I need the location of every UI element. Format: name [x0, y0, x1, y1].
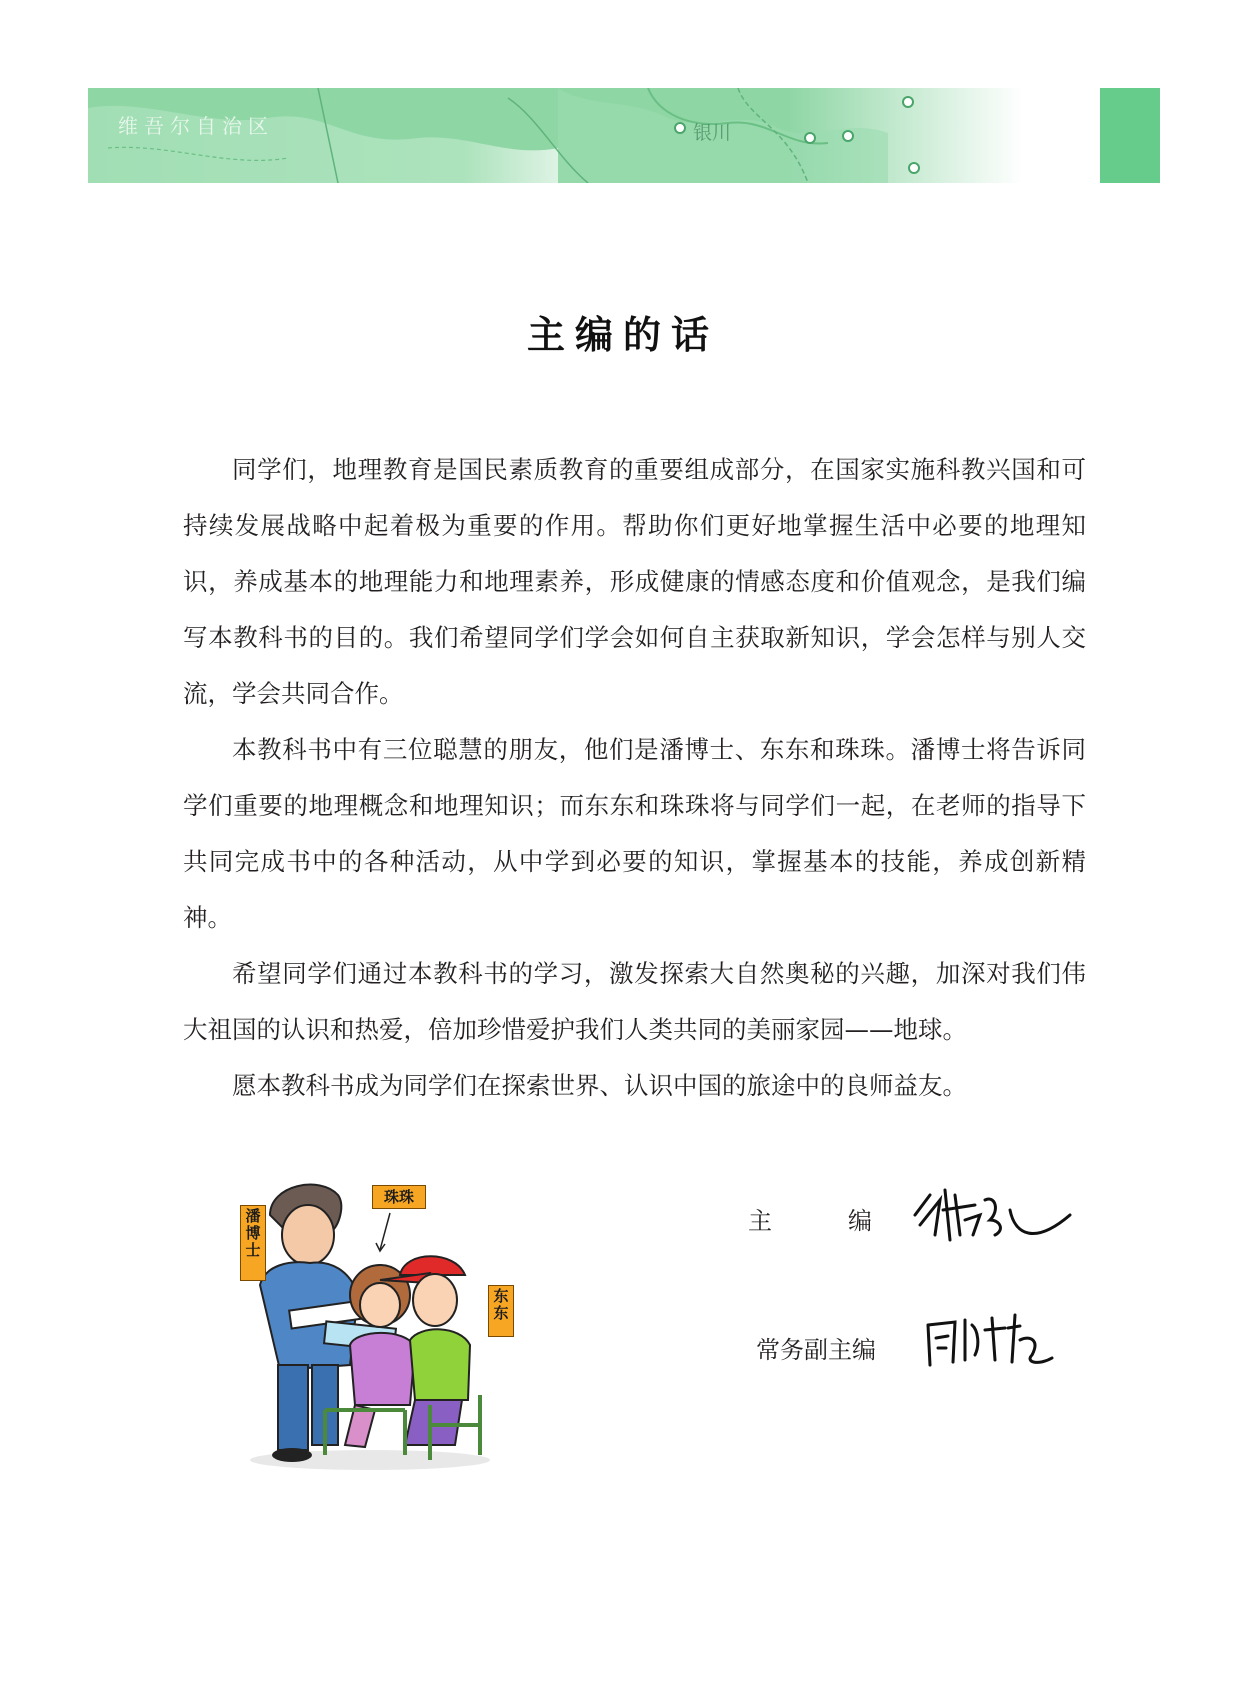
label-dongdong — [488, 1285, 514, 1337]
deputy-editor-label: 常务副主编 — [756, 1336, 876, 1364]
chief-editor-label-2: 编 — [848, 1207, 872, 1235]
paragraph-1: 同学们，地理教育是国民素质教育的重要组成部分，在国家实施科教兴国和可持续发展战略中起着极为重要的作用。帮助你们更好地掌握生活中必要的地理知识，养成基本的地理能力和地理素养，形成健康的情感态度和价值观念，是我们编写本教科书的目的。我们希望同学们学会如何自主获取新知识，学会怎样与别人交流，学会共同合作。 — [183, 455, 1086, 708]
map-banner — [88, 88, 1023, 183]
page-title: 主编的话 — [526, 312, 719, 357]
chief-editor-label-1: 主 — [748, 1207, 772, 1235]
label-zhuzhu: 珠珠 — [372, 1185, 426, 1209]
characters-illustration — [230, 1155, 509, 1475]
deputy-editor-signature — [920, 1300, 1060, 1380]
chief-editor-signature — [905, 1175, 1075, 1255]
chapter-tab — [1100, 88, 1160, 183]
label-dr-pan-text: 潘博士 — [245, 1207, 261, 1259]
paragraph-3: 希望同学们通过本教科书的学习，激发探索大自然奥秘的兴趣，加深对我们伟大祖国的认识和热爱，倍加珍惜爱护我们人类共同的美丽家园——地球。 — [183, 959, 1086, 1044]
map-region-label: 维吾尔自治区 — [118, 114, 274, 138]
map-city-label: 银川 — [693, 122, 732, 144]
paragraph-2: 本教科书中有三位聪慧的朋友，他们是潘博士、东东和珠珠。潘博士将告诉同学们重要的地理概念和地理知识；而东东和珠珠将与同学们一起，在老师的指导下共同完成书中的各种活动，从中学到必要的知识，掌握基本的技能，养成创新精神。 — [183, 735, 1086, 932]
paragraph-4: 愿本教科书成为同学们在探索世界、认识中国的旅途中的良师益友。 — [232, 1071, 967, 1100]
illustration-drawing — [230, 1155, 500, 1475]
label-dr-pan — [240, 1205, 266, 1281]
body-text — [183, 442, 1086, 1114]
label-dongdong-text: 东东 — [493, 1287, 509, 1322]
